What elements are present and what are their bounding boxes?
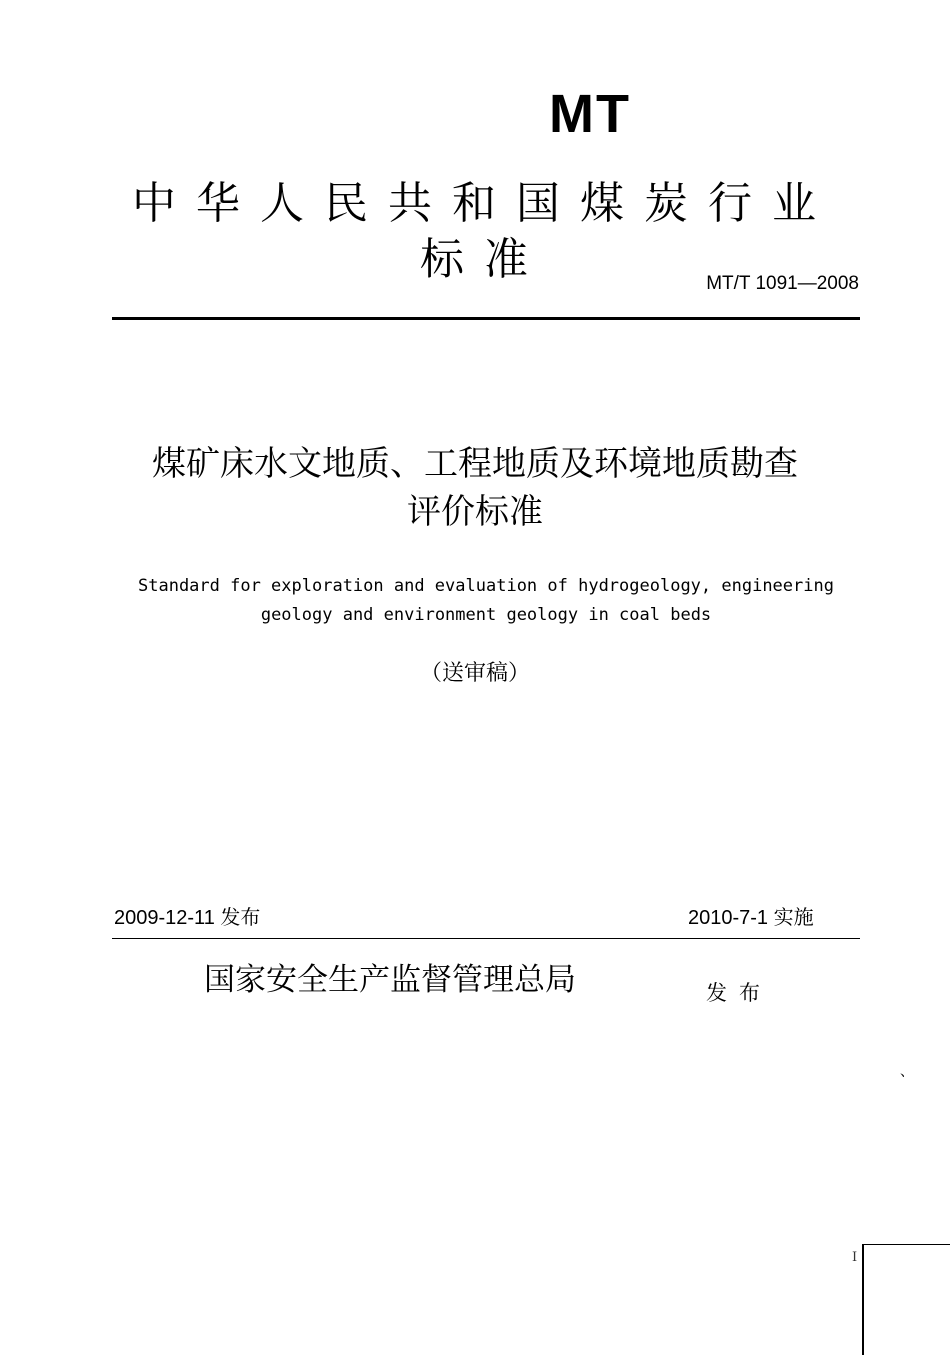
document-title-cn-line1: 煤矿床水文地质、工程地质及环境地质勘查 xyxy=(152,444,798,484)
organization-title: 中华人民共和国煤炭行业标准 xyxy=(132,178,836,285)
document-title-en-line2: geology and environment geology in coal beds xyxy=(260,605,712,625)
standard-logo: MT xyxy=(549,84,631,144)
draft-label: （送审稿） xyxy=(419,661,530,686)
header-divider xyxy=(112,317,860,320)
document-title-cn xyxy=(70,440,880,536)
standard-number: MT/T 1091—2008 xyxy=(706,273,859,294)
stray-mark: 、 xyxy=(900,1064,914,1080)
document-title-en xyxy=(100,572,872,630)
page-corner-box xyxy=(862,1244,950,1355)
issue-date: 2009-12-11 发布 xyxy=(114,907,261,929)
publish-label: 发布 xyxy=(706,981,772,1005)
document-title-cn-line2: 评价标准 xyxy=(407,492,543,532)
implementation-date: 2010-7-1 实施 xyxy=(688,907,814,929)
issuing-authority: 国家安全生产监督管理总局 xyxy=(204,962,576,998)
footer-divider xyxy=(112,938,860,939)
page-number: I xyxy=(852,1250,858,1265)
document-title-en-line1: Standard for exploration and evaluation of hydrogeology, engineering xyxy=(138,576,834,596)
